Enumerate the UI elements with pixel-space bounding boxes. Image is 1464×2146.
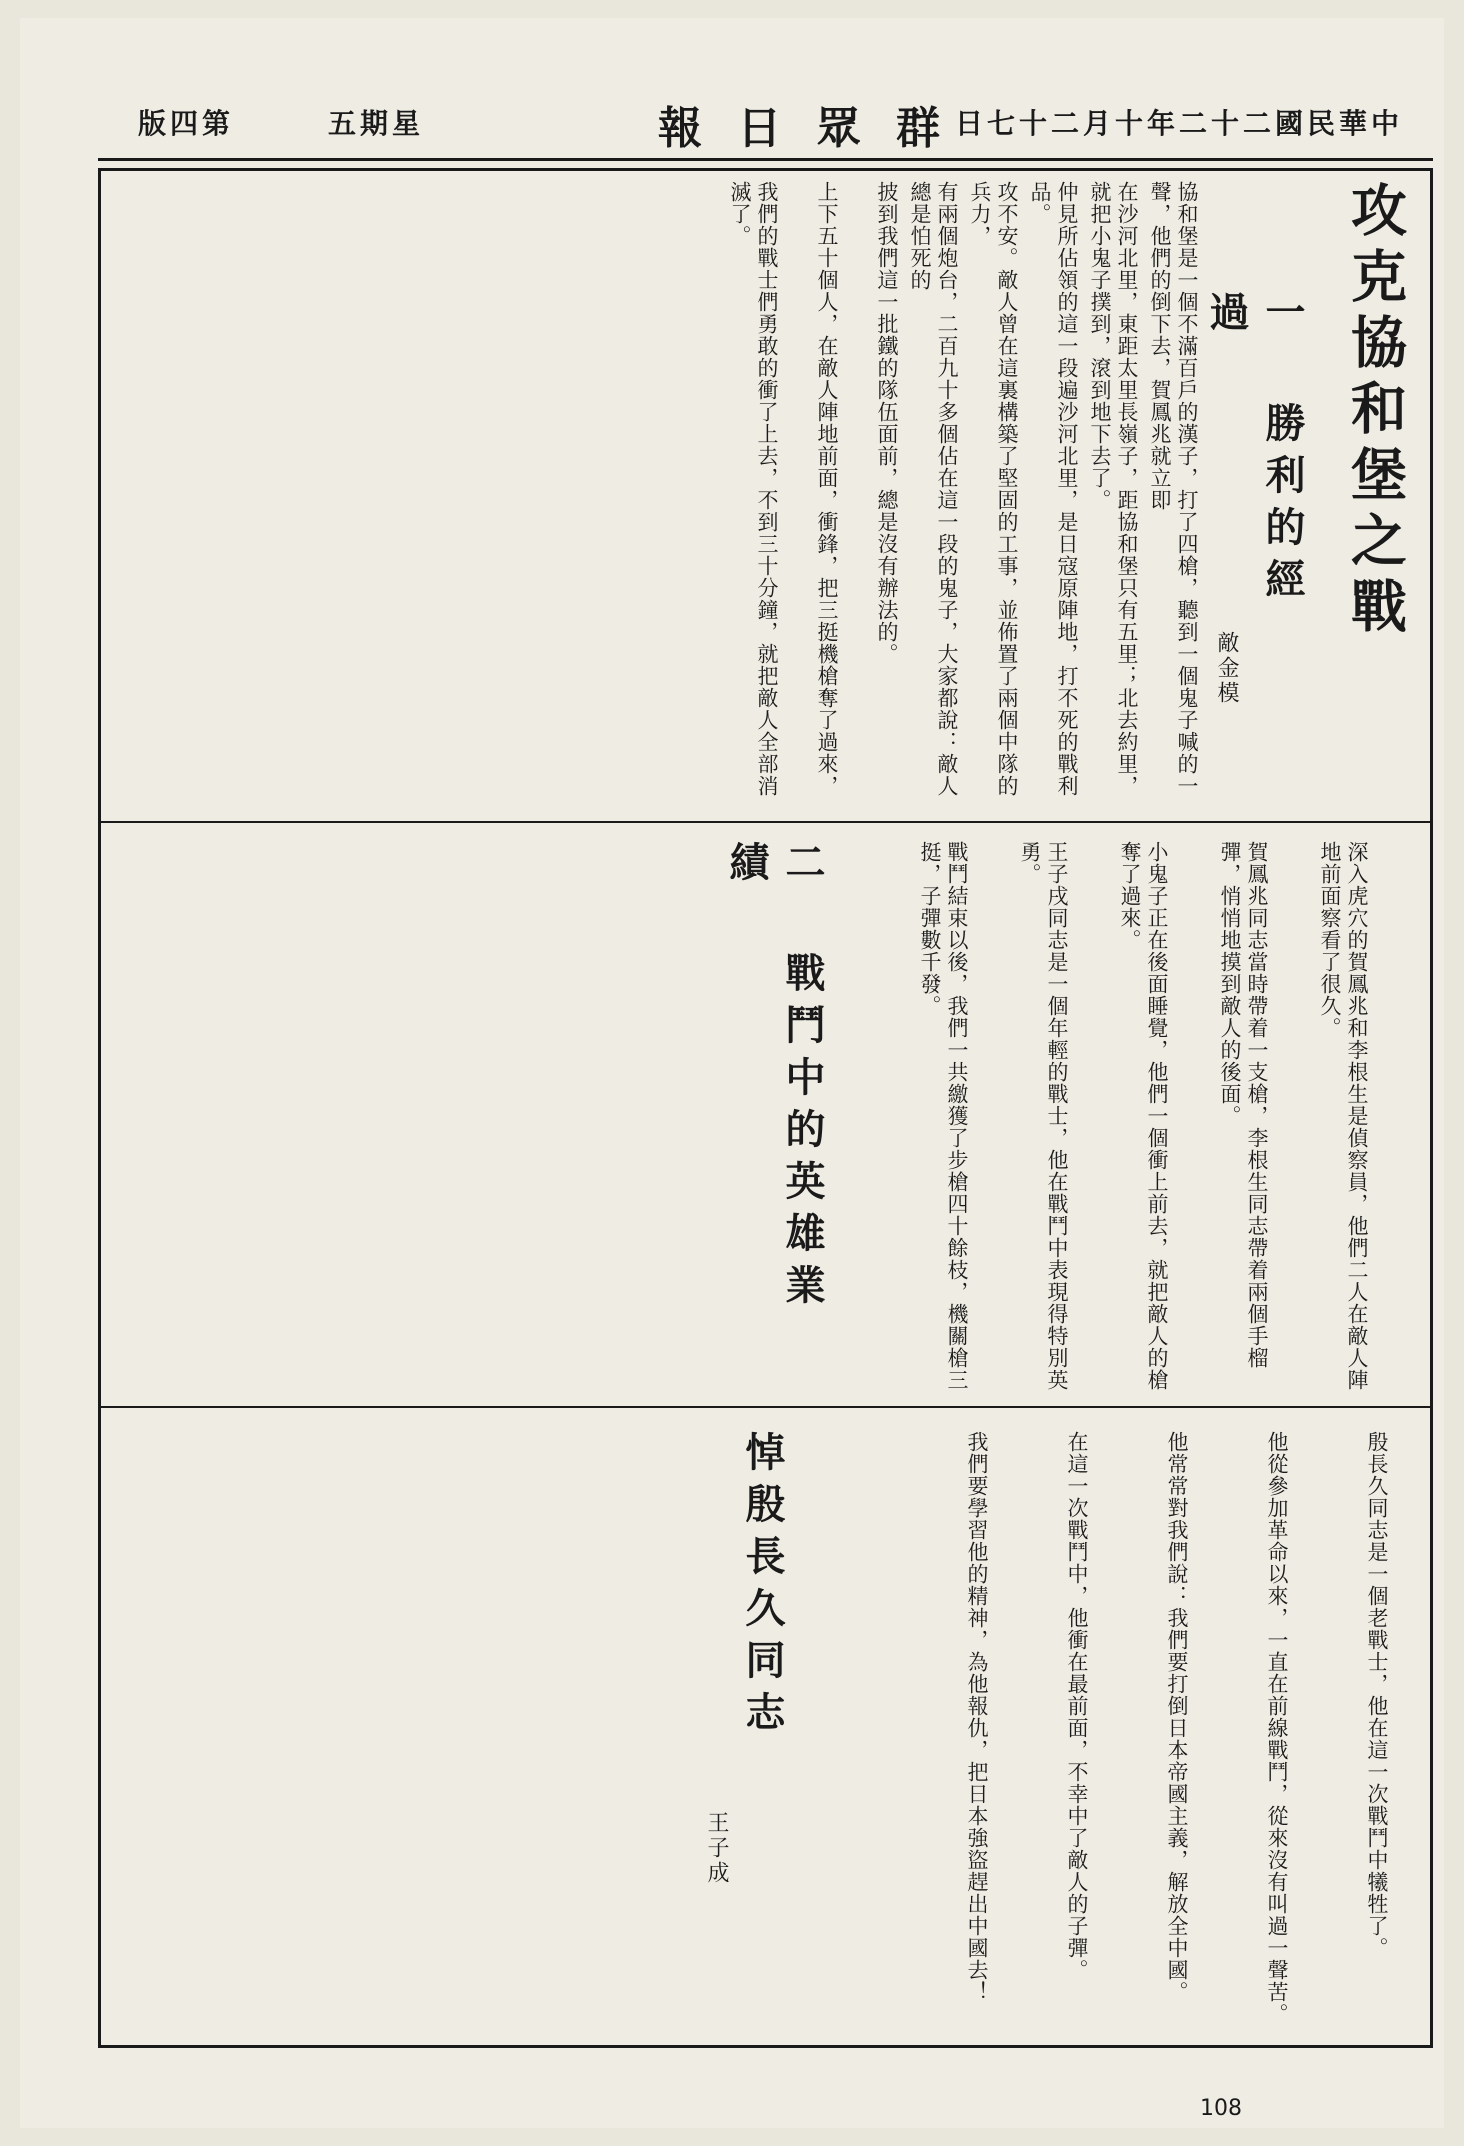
article1-title: 攻克協和堡之戰 (1342, 181, 1408, 643)
masthead: 報 日 眾 群 (658, 103, 950, 154)
article3-para-1: 殷長久同志是一個老戰士，他在這一次戰鬥中犧牲了。 (1365, 1431, 1389, 1959)
article1-author: 敵金模 (1214, 631, 1239, 706)
article1-para-3: 仲見所佔領的這一段遍沙河北里，是日寇原陣地，打不死的戰利品。 (1028, 181, 1079, 797)
edition-label: 版四第 (138, 107, 235, 140)
article3-para-4: 在這一次戰鬥中，他衝在最前面，不幸中了敵人的子彈。 (1065, 1431, 1089, 1981)
divider-1 (101, 821, 1430, 823)
newspaper-page (20, 18, 1444, 2128)
article3-para-2: 他從參加革命以來，一直在前線戰鬥，從來沒有叫過一聲苦。 (1265, 1431, 1289, 2025)
article2-para-2: 賀鳳兆同志當時帶着一支槍，李根生同志帶着兩個手榴彈，悄悄地摸到敵人的後面。 (1218, 841, 1269, 1369)
article2-title: 二 戰鬥中的英雄業績 (723, 841, 826, 1316)
page-number: 108 (1200, 2096, 1242, 2121)
article1-para-6: 披到我們這一批鐵的隊伍面前，總是沒有辦法的。 (875, 181, 899, 665)
article2-para-5: 戰鬥結束以後，我們一共繳獲了步槍四十餘枝，機關槍三挺，子彈數千發。 (918, 841, 969, 1391)
article1-subtitle: 一 勝利的經過 (1203, 291, 1306, 610)
article2-para-1: 深入虎穴的賀鳳兆和李根生是偵察員，他們二人在敵人陣地前面察看了很久。 (1318, 841, 1369, 1391)
article2-para-4: 王子戌同志是一個年輕的戰士，他在戰鬥中表現得特別英勇。 (1018, 841, 1069, 1391)
article3-para-5: 我們要學習他的精神，為他報仇，把日本強盜趕出中國去！ (965, 1431, 989, 2003)
article1-para-4: 攻不安。敵人曾在這裏構築了堅固的工事，並佈置了兩個中隊的兵力， (968, 181, 1019, 797)
article3-para-3: 他常常對我們說：我們要打倒日本帝國主義，解放全中國。 (1165, 1431, 1189, 2003)
article1-para-8: 我們的戰士們勇敢的衝了上去，不到三十分鐘，就把敵人全部消滅了。 (728, 181, 779, 797)
issue-label: 五期星 (328, 107, 425, 140)
article1-para-5: 有兩個炮台，二百九十多個佔在這一段的鬼子，大家都說：敵人總是怕死的 (908, 181, 959, 797)
article3-author: 王子成 (704, 1811, 729, 1886)
content-frame (98, 168, 1433, 2048)
article1-para-7: 上下五十個人，在敵人陣地前面，衝鋒，把三挺機槍奪了過來， (815, 181, 839, 797)
article3-title: 悼殷長久同志 (739, 1431, 786, 1743)
page-header (98, 88, 1433, 161)
divider-2 (101, 1406, 1430, 1408)
date-label: 日七十二月十年二十二國民華中 (954, 107, 1403, 140)
article1-para-2: 在沙河北里，東距太里長嶺子，距協和堡只有五里；北去約里，就把小鬼子撲到，滾到地下去了。 (1088, 181, 1139, 797)
article2-para-3: 小鬼子正在後面睡覺，他們一個衝上前去，就把敵人的槍奪了過來。 (1118, 841, 1169, 1391)
article1-para-1: 協和堡是一個不滿百戶的漢子，打了四槍，聽到一個鬼子喊的一聲，他們的倒下去，賀鳳兆就立即 (1148, 181, 1199, 797)
